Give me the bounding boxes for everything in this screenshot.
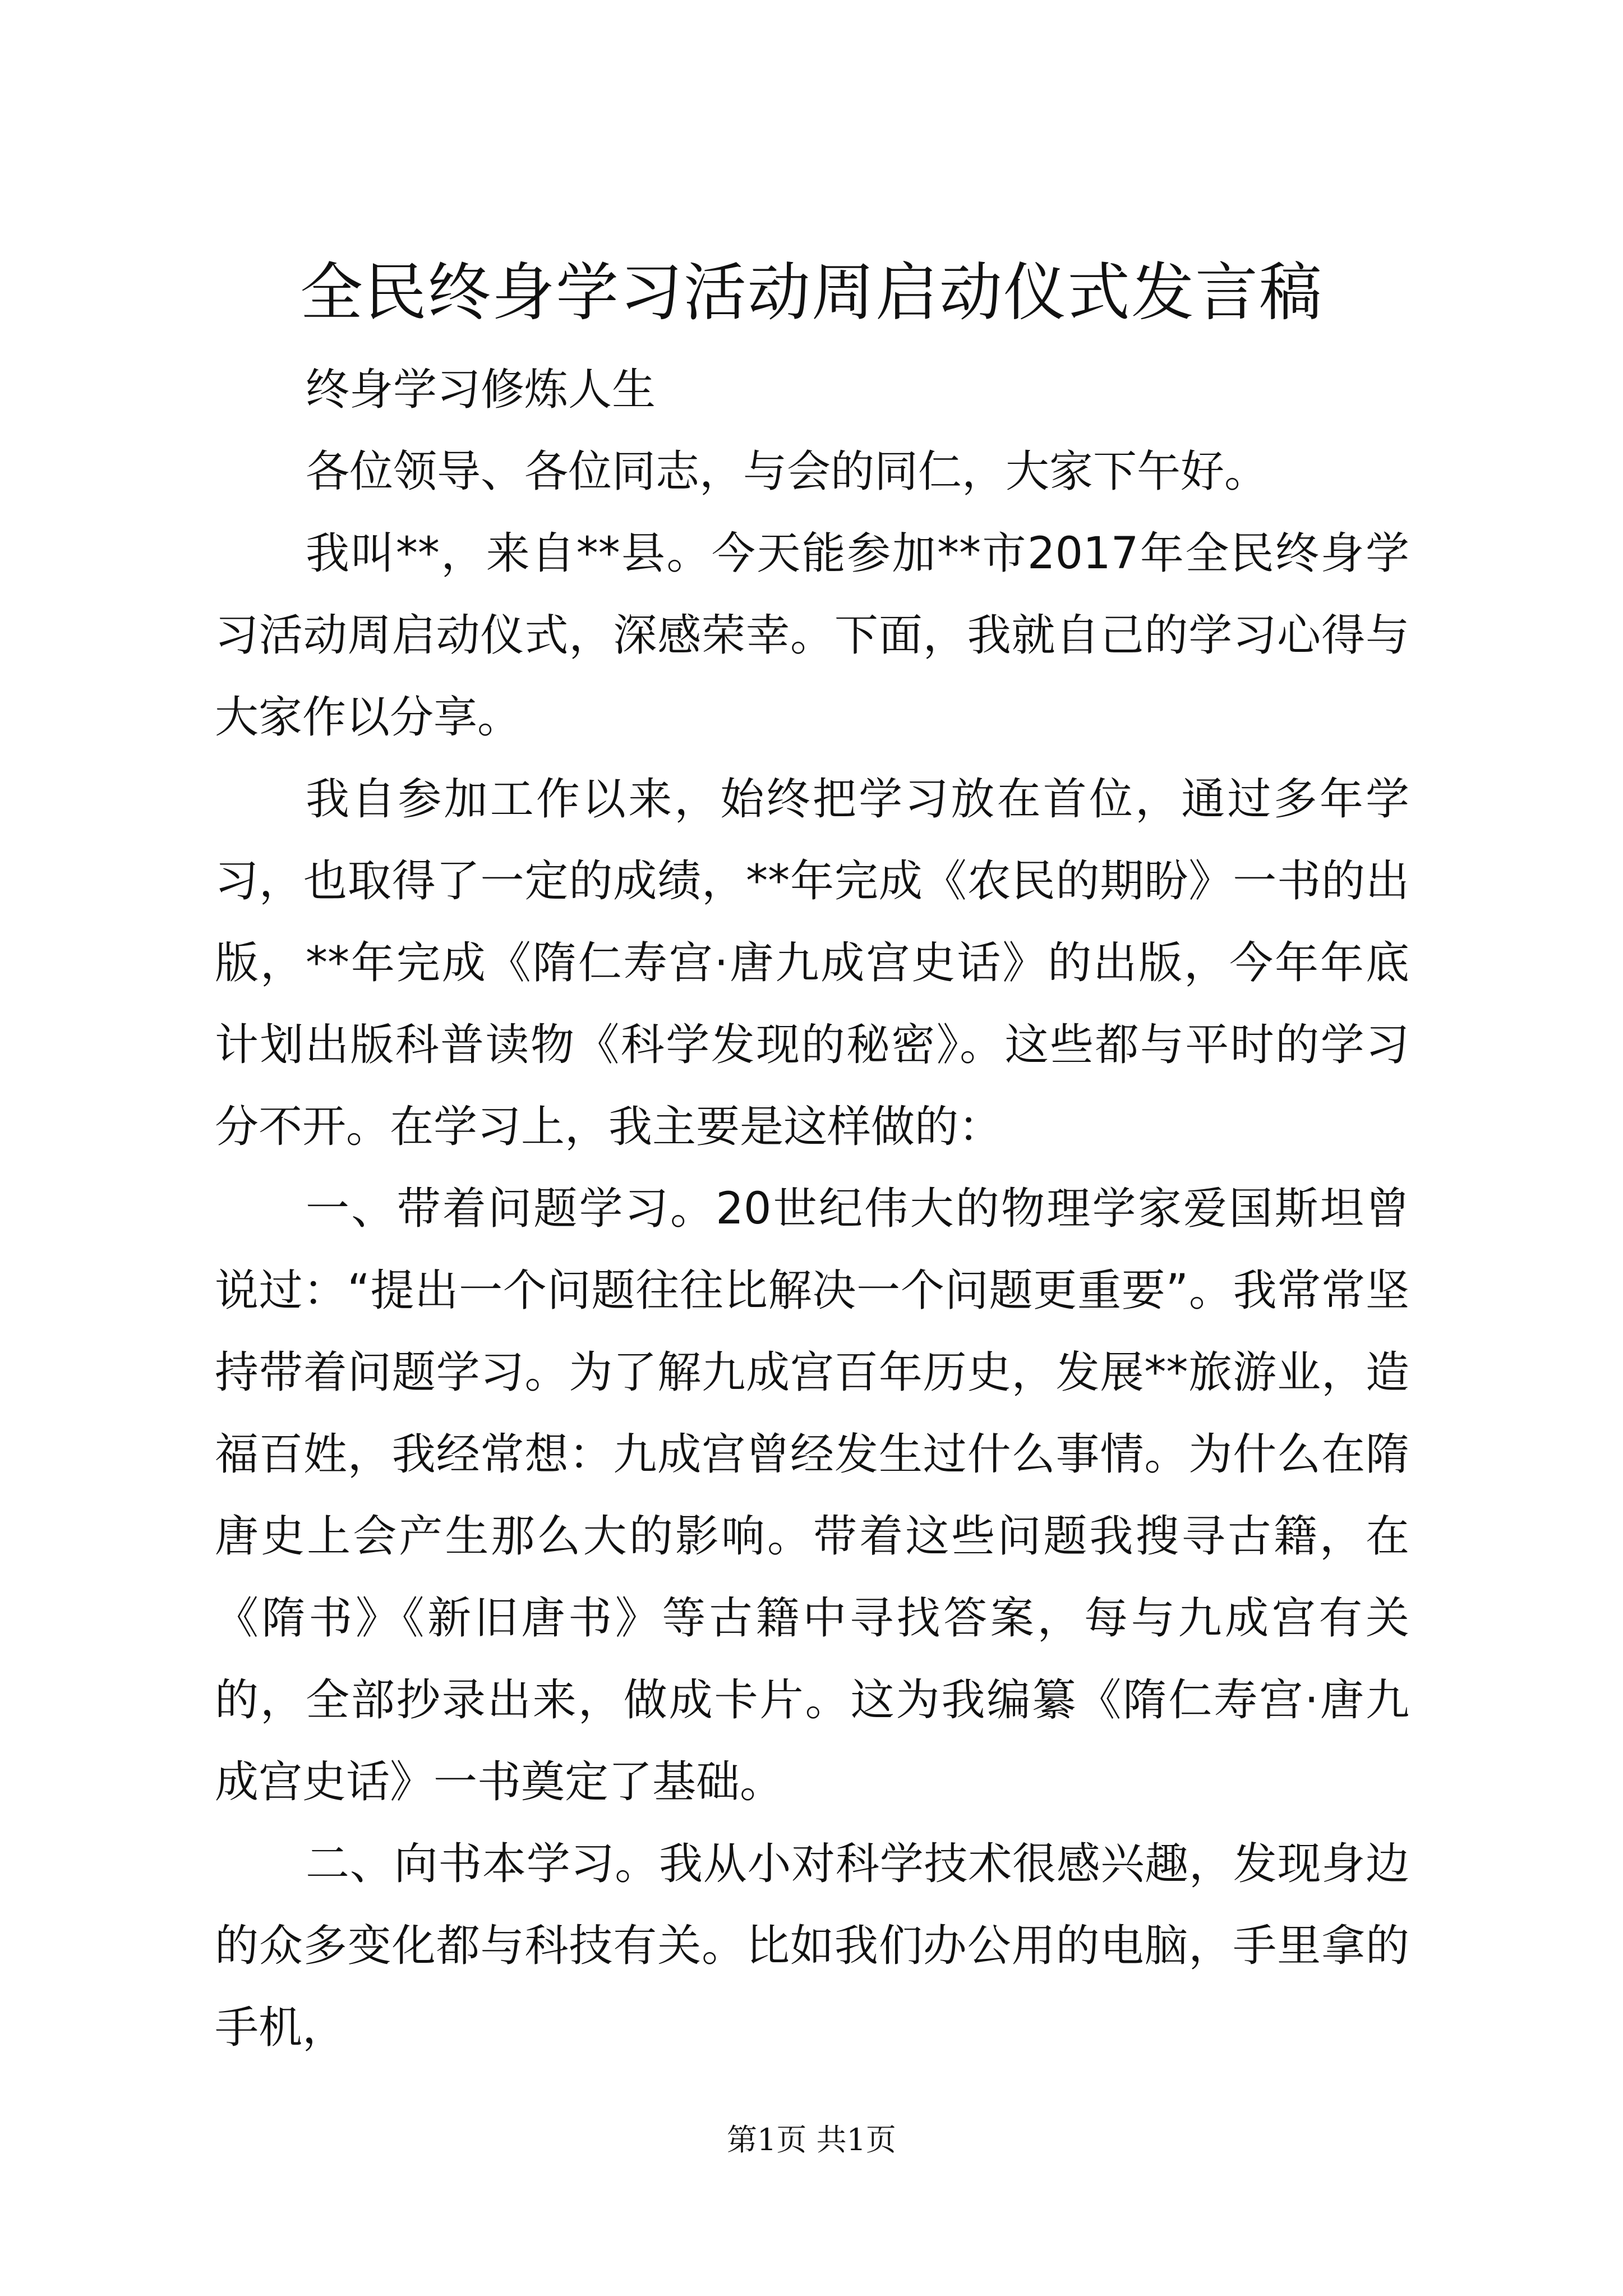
achievements-paragraph: 我自参加工作以来，始终把学习放在首位，通过多年学习，也取得了一定的成绩，**年完成《农民的期盼》一书的出版，**年完成《隋仁寿宫·唐九成宫史话》的出版，今年年底计划出版科普读物《科学发现的秘密》。这些都与平时的学习分不开。在学习上，我主要是这样做的： xyxy=(215,774,1409,1152)
greeting-paragraph: 各位领导、各位同志，与会的同仁，大家下午好。 xyxy=(306,447,1269,497)
point-two-paragraph: 二、向书本学习。我从小对科学技术很感兴趣，发现身边的众多变化都与科技有关。比如我们办公用的电脑，手里拿的手机， xyxy=(215,1839,1409,2053)
document-body xyxy=(215,349,1409,2069)
point-one-paragraph: 一、带着问题学习。20世纪伟大的物理学家爱国斯坦曾说过：“提出一个问题往往比解决一个问题更重要”。我常常坚持带着问题学习。为了解九成宫百年历史，发展**旅游业，造福百姓，我经常想：九成宫曾经发生过什么事情。为什么在隋唐史上会产生那么大的影响。带着这些问题我搜寻古籍，在《隋书》《新旧唐书》等古籍中寻找答案，每与九成宫有关的，全部抄录出来，做成卡片。这为我编纂《隋仁寿宫·唐九成宫史话》一书奠定了基础。 xyxy=(215,1184,1409,1807)
subtitle-paragraph: 终身学习修炼人生 xyxy=(306,365,656,415)
document-title: 全民终身学习活动周启动仪式发言稿 xyxy=(300,256,1323,329)
page-footer: 第1页 共1页 xyxy=(727,2122,896,2157)
intro-paragraph: 我叫**，来自**县。今天能参加**市2017年全民终身学习活动周启动仪式，深感荣幸。下面，我就自己的学习心得与大家作以分享。 xyxy=(215,528,1409,743)
